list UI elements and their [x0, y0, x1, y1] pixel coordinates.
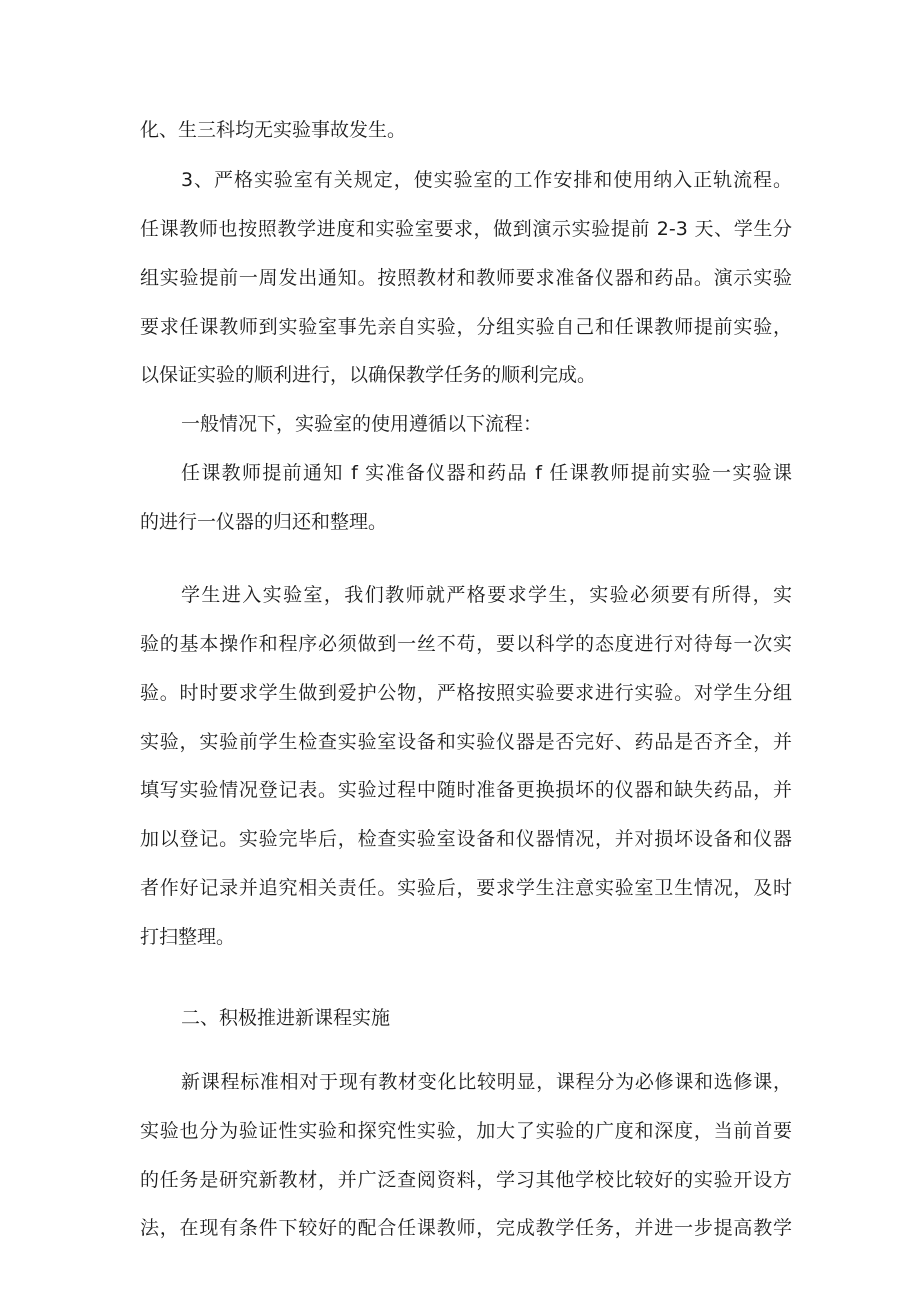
text-line-2: 3、严格实验室有关规定，使实验室的工作安排和使用纳入正轨流程。 — [181, 169, 792, 191]
text-line-21: 的任务是研究新教材，并广泛查阅资料，学习其他学校比较好的实验开设方 — [140, 1169, 792, 1191]
text-line-9: 的进行一仪器的归还和整理。 — [140, 511, 388, 533]
text-line-13: 实验，实验前学生检查实验室设备和实验仪器是否完好、药品是否齐全，并 — [140, 731, 792, 753]
text-line-22: 法，在现有条件下较好的配合任课教师，完成教学任务，并进一步提高教学 — [140, 1217, 792, 1239]
text-line-4: 组实验提前一周发出通知。按照教材和教师要求准备仪器和药品。演示实验 — [140, 267, 792, 289]
text-line-16: 者作好记录并追究相关责任。实验后，要求学生注意实验室卫生情况，及时 — [140, 877, 792, 899]
section-heading: 二、积极推进新课程实施 — [181, 1007, 391, 1029]
text-line-5: 要求任课教师到实验室事先亲自实验，分组实验自己和任课教师提前实验， — [140, 316, 792, 338]
text-line-19: 新课程标准相对于现有教材变化比较明显，课程分为必修课和选修课， — [181, 1071, 792, 1093]
text-line-14: 填写实验情况登记表。实验过程中随时准备更换损坏的仪器和缺失药品，并 — [140, 779, 792, 801]
text-line-1: 化、生三科均无实验事故发生。 — [140, 119, 407, 141]
text-line-11: 验的基本操作和程序必须做到一丝不苟，要以科学的态度进行对待每一次实 — [140, 633, 792, 655]
text-line-15: 加以登记。实验完毕后，检查实验室设备和仪器情况，并对损坏设备和仪器 — [140, 828, 792, 850]
text-line-12: 验。时时要求学生做到爱护公物，严格按照实验要求进行实验。对学生分组 — [140, 682, 792, 704]
text-line-10: 学生进入实验室，我们教师就严格要求学生，实验必须要有所得，实 — [181, 584, 792, 606]
text-line-17: 打扫整理。 — [140, 926, 236, 948]
text-line-7: 一般情况下，实验室的使用遵循以下流程： — [181, 413, 543, 435]
text-line-8: 任课教师提前通知 f 实准备仪器和药品 f 任课教师提前实验一实验课 — [181, 462, 792, 484]
text-line-6: 以保证实验的顺利进行，以确保教学任务的顺利完成。 — [140, 364, 597, 386]
text-line-3: 任课教师也按照教学进度和实验室要求，做到演示实验提前 2-3 天、学生分 — [140, 218, 792, 240]
text-line-20: 实验也分为验证性实验和探究性实验，加大了实验的广度和深度，当前首要 — [140, 1120, 792, 1142]
